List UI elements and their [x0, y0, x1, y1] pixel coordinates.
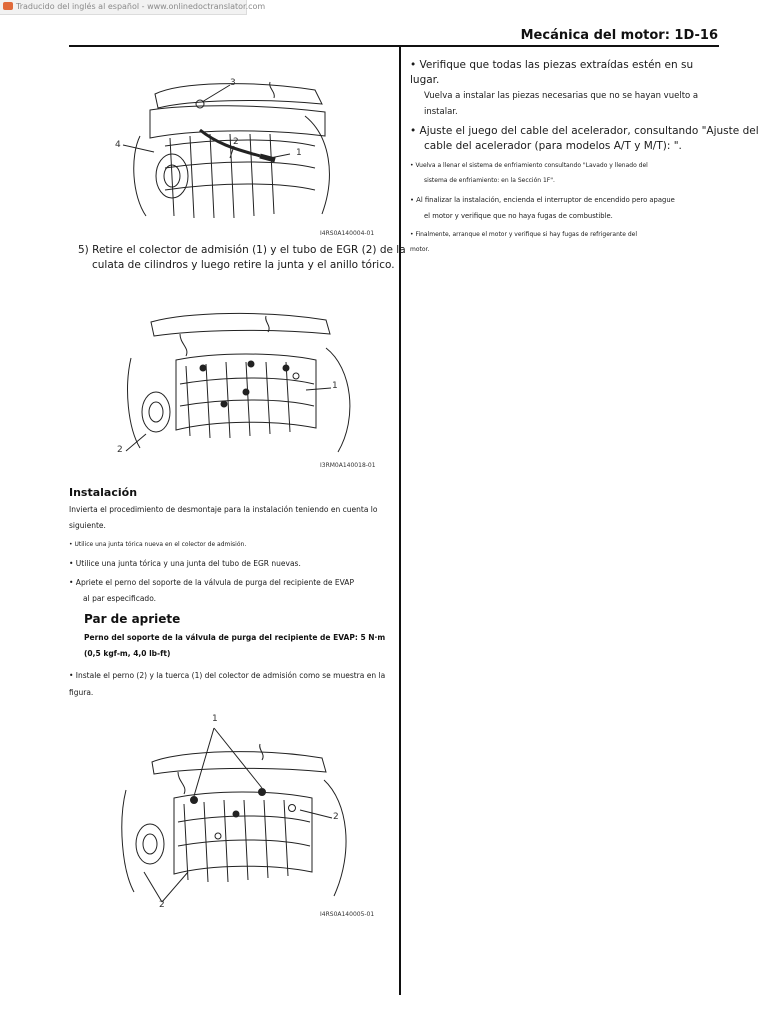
callout-2-bottom: 2 — [159, 900, 165, 910]
torque-spec-line2: (0,5 kgf-m, 4,0 lb-ft) — [84, 649, 171, 658]
figure-caption: I4RS0A140004-01 — [320, 230, 375, 237]
check-parts-line1: • Verifique que todas las piezas extraídas estén en su — [410, 59, 694, 71]
column-divider — [399, 47, 401, 995]
translator-banner[interactable] — [0, 0, 266, 15]
callout-2: 2 — [233, 137, 239, 147]
engine-figure-1 — [110, 76, 340, 228]
callout-1: 1 — [212, 714, 218, 724]
reinstall-parts-line2: instalar. — [424, 107, 458, 117]
installation-bullet-2: • Utilice una junta tórica y una junta del tubo de EGR nuevas. — [69, 559, 301, 568]
callout-3: 3 — [230, 78, 236, 88]
banner-text[interactable]: Traducido del inglés al español - www.onlinedoctranslator.com — [16, 2, 266, 11]
callout-1: 1 — [296, 148, 302, 158]
throttle-cable-line2: cable del acelerador (para modelos A/T y M/T): ". — [424, 140, 682, 152]
coolant-leak-line1: • Finalmente, arranque el motor y verifique si hay fugas de refrigerante del — [410, 231, 637, 238]
callout-2: 2 — [117, 445, 123, 455]
install-bullet-4-line2: figura. — [69, 688, 94, 697]
header-rule — [69, 45, 719, 47]
engine-figure-3 — [112, 722, 352, 912]
ignition-check-line2: el motor y verifique que no haya fugas de combustible. — [424, 212, 613, 220]
ignition-check-line1: • Al finalizar la instalación, encienda el interruptor de encendido pero apague — [410, 196, 675, 204]
check-parts-line2: lugar. — [410, 74, 440, 86]
step-5-line2: culata de cilindros y luego retire la junta y el anillo tórico. — [92, 259, 395, 271]
coolant-leak-line2: motor. — [410, 246, 430, 253]
step-5-line1: 5) Retire el colector de admisión (1) y el tubo de EGR (2) de la — [78, 244, 406, 256]
figure-caption: I3RM0A140018-01 — [320, 462, 376, 469]
callout-1: 1 — [332, 381, 338, 391]
callout-2: 2 — [333, 812, 339, 822]
coolant-refill-line1: • Vuelva a llenar el sistema de enfriamiento consultando "Lavado y llenado del — [410, 162, 648, 169]
page-title: Mecánica del motor: 1D-16 — [520, 28, 718, 43]
engine-figure-2 — [116, 308, 366, 458]
installation-heading: Instalación — [69, 486, 138, 499]
install-bullet-4-line1: • Instale el perno (2) y la tuerca (1) del colector de admisión como se muestra en la — [69, 671, 386, 680]
installation-bullet-3-line2: al par especificado. — [83, 594, 157, 603]
installation-bullet-1: • Utilice una junta tórica nueva en el colector de admisión. — [69, 541, 247, 548]
installation-intro-line2: siguiente. — [69, 521, 106, 530]
installation-bullet-3-line1: • Apriete el perno del soporte de la válvula de purga del recipiente de EVAP — [69, 578, 354, 587]
figure-caption: I4RS0A140005-01 — [320, 911, 375, 918]
reinstall-parts-line1: Vuelva a instalar las piezas necesarias que no se hayan vuelto a — [424, 91, 699, 101]
torque-spec-line1: Perno del soporte de la válvula de purga del recipiente de EVAP: 5 N·m — [84, 633, 386, 642]
throttle-cable-line1: • Ajuste el juego del cable del acelerador, consultando "Ajuste del — [410, 125, 759, 137]
torque-heading: Par de apriete — [84, 612, 181, 626]
installation-intro-line1: Invierta el procedimiento de desmontaje para la instalación teniendo en cuenta lo — [69, 505, 378, 514]
callout-4: 4 — [115, 140, 121, 150]
coolant-refill-line2: sistema de enfriamiento: en la Sección 1F". — [424, 177, 555, 184]
translate-icon — [3, 2, 13, 10]
